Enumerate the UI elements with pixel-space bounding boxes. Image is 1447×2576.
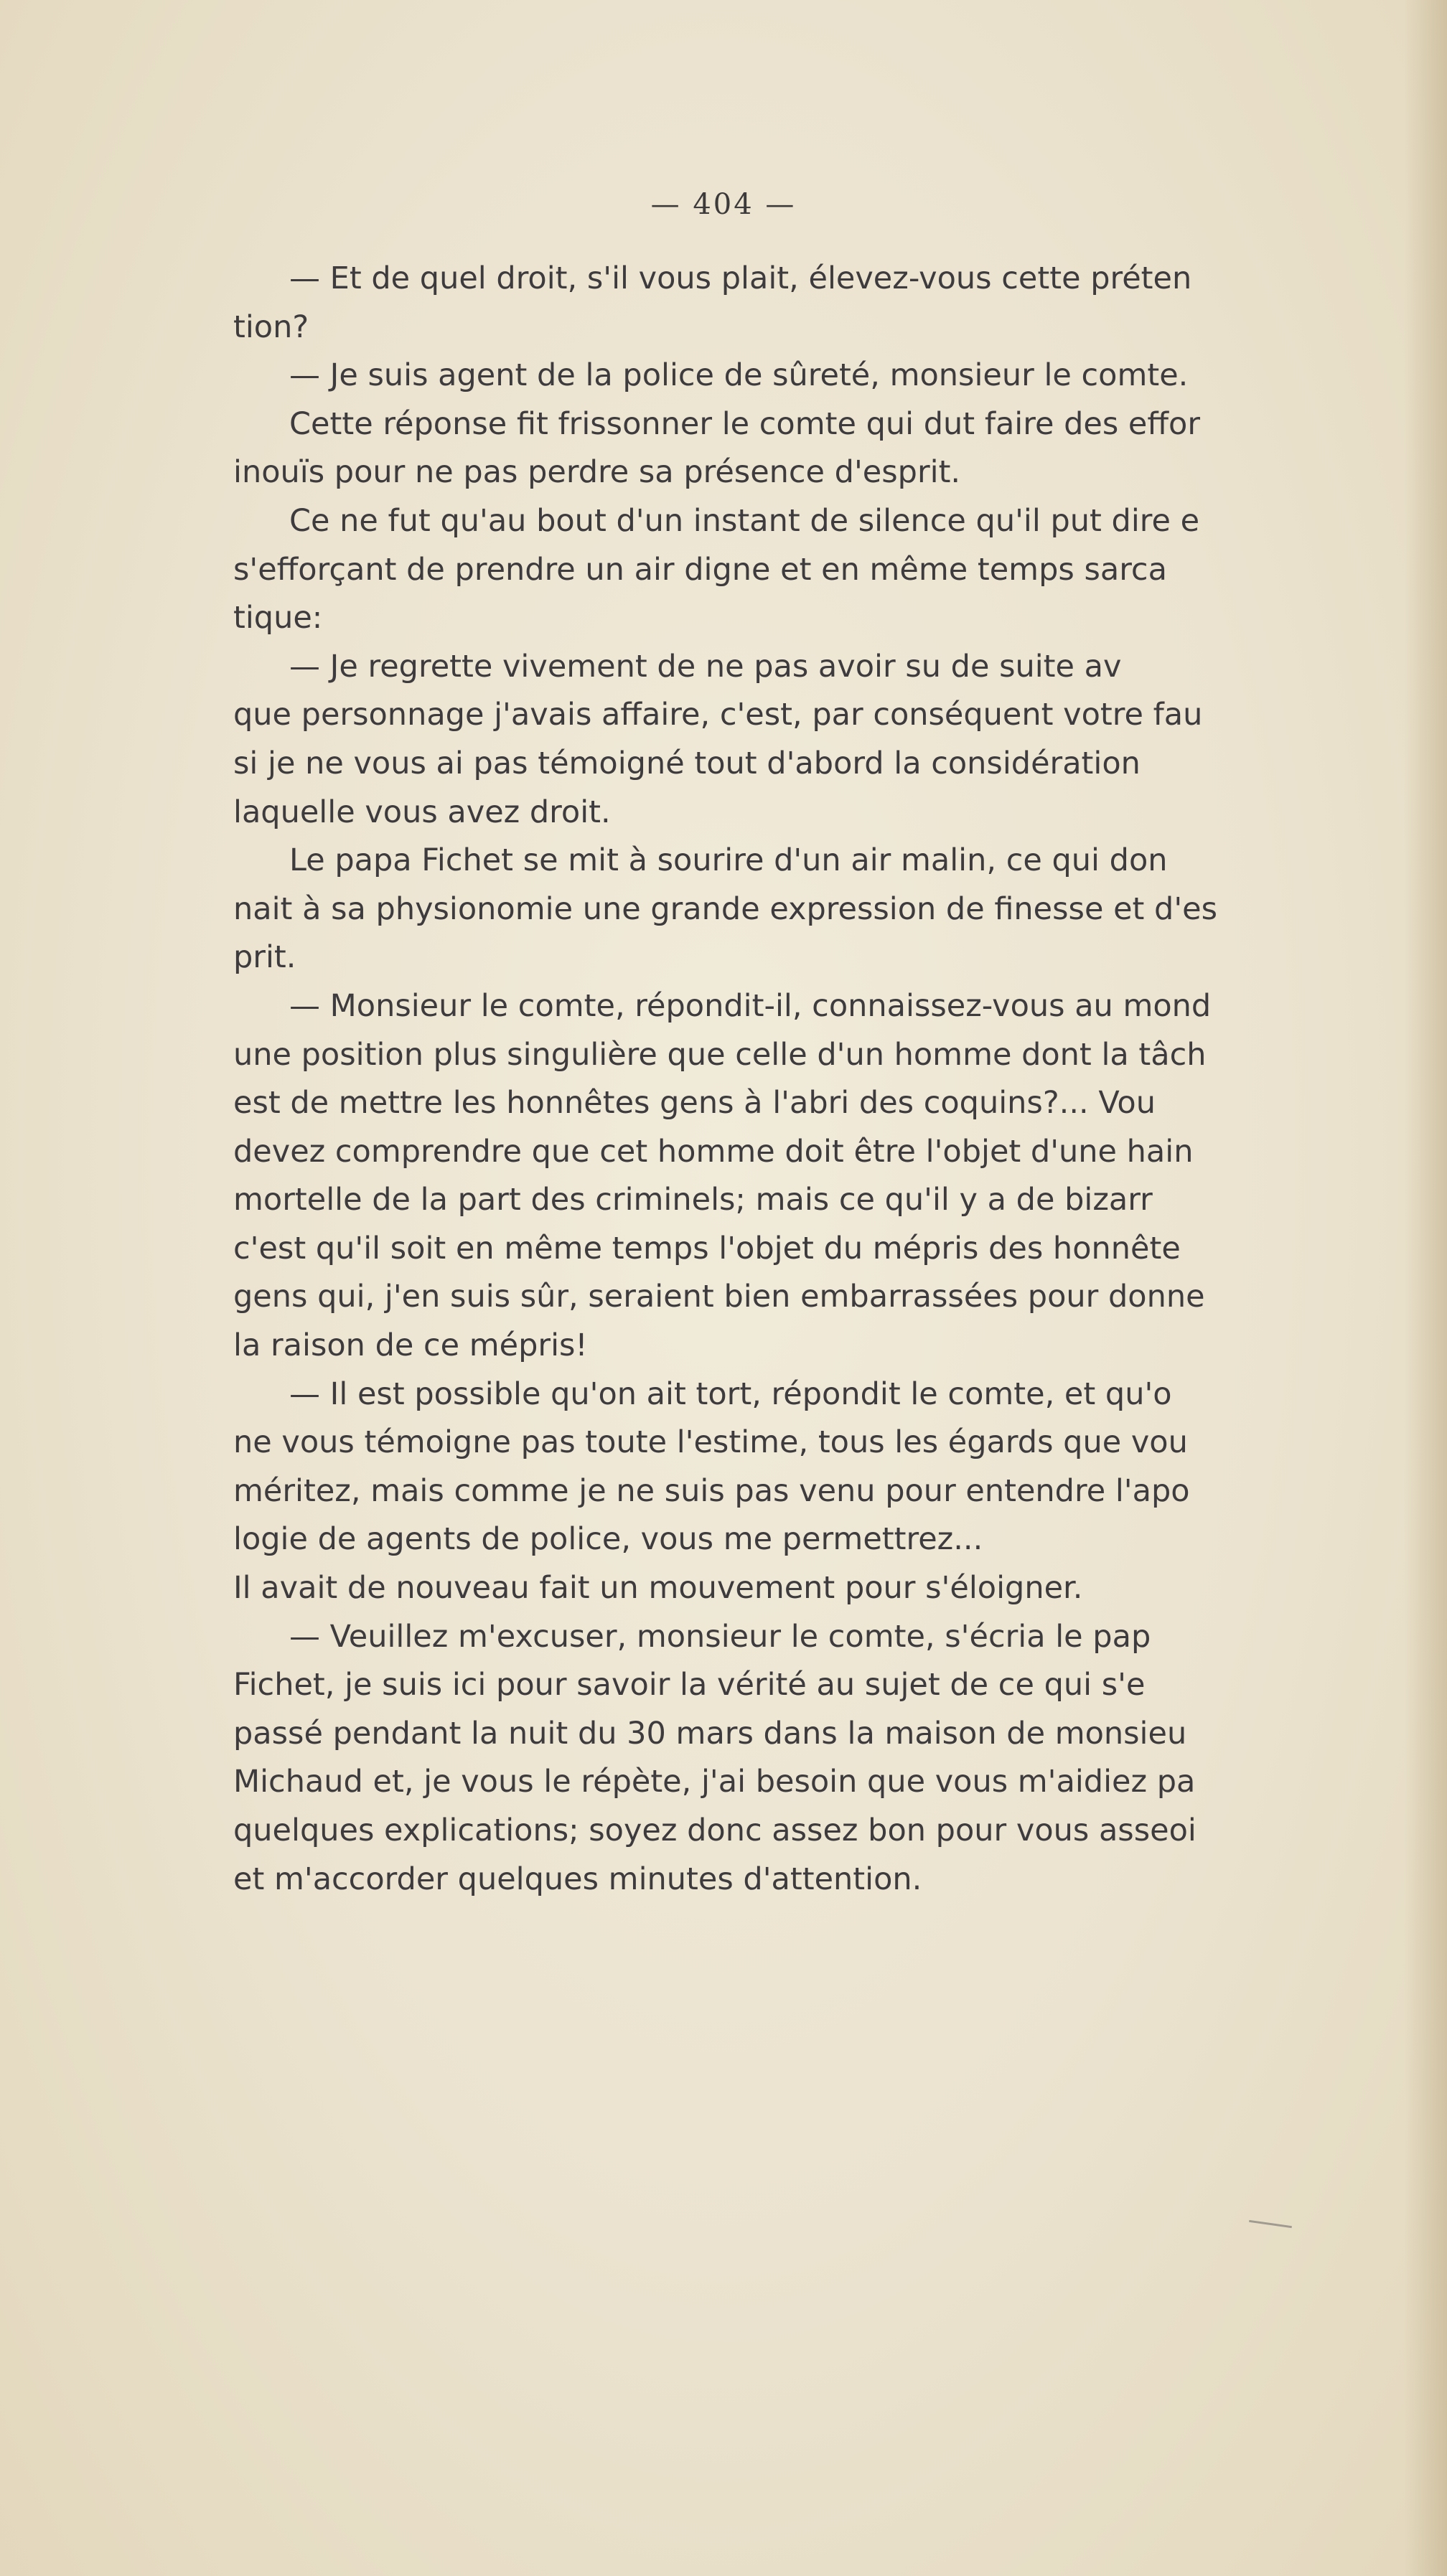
text-line: — Je regrette vivement de ne pas avoir su de suite av bbox=[289, 648, 1122, 685]
text-line: nait à sa physionomie une grande expression de finesse et d'es bbox=[233, 890, 1218, 927]
text-line: Michaud et, je vous le répète, j'ai besoin que vous m'aidiez pa bbox=[233, 1764, 1196, 1800]
text-line: logie de agents de police, vous me permettrez... bbox=[233, 1521, 983, 1558]
text-line: une position plus singulière que celle d'un homme dont la tâch bbox=[233, 1036, 1207, 1073]
text-line: quelques explications; soyez donc assez bon pour vous asseoi bbox=[233, 1813, 1197, 1848]
text-line: — Monsieur le comte, répondit-il, connaissez-vous au mond bbox=[289, 987, 1212, 1024]
text-line: est de mettre les honnêtes gens à l'abri des coquins?... Vou bbox=[233, 1085, 1156, 1122]
text-line: ne vous témoigne pas toute l'estime, tous les égards que vou bbox=[233, 1424, 1188, 1461]
text-line: inouïs pour ne pas perdre sa présence d'esprit. bbox=[233, 454, 961, 491]
text-line: tique: bbox=[233, 600, 323, 636]
ink-mark bbox=[1249, 2220, 1292, 2228]
text-line: Fichet, je suis ici pour savoir la vérité au sujet de ce qui s'e bbox=[233, 1667, 1146, 1703]
text-line: Le papa Fichet se mit à sourire d'un air malin, ce qui don bbox=[289, 842, 1168, 879]
text-line: — Je suis agent de la police de sûreté, monsieur le comte. bbox=[289, 357, 1189, 394]
text-line: Cette réponse fit frissonner le comte qui dut faire des effor bbox=[289, 405, 1201, 442]
text-line: prit. bbox=[233, 939, 296, 976]
text-line: gens qui, j'en suis sûr, seraient bien embarrassées pour donne bbox=[233, 1279, 1205, 1315]
text-line: la raison de ce mépris! bbox=[233, 1327, 588, 1364]
text-line: Il avait de nouveau fait un mouvement pour s'éloigner. bbox=[233, 1570, 1083, 1607]
text-line: c'est qu'il soit en même temps l'objet du mépris des honnête bbox=[233, 1230, 1181, 1266]
text-line: Ce ne fut qu'au bout d'un instant de silence qu'il put dire e bbox=[289, 502, 1200, 539]
text-line: — Et de quel droit, s'il vous plait, élevez-vous cette préten bbox=[289, 260, 1192, 296]
text-line: s'efforçant de prendre un air digne et en même temps sarca bbox=[233, 551, 1167, 588]
body-text bbox=[233, 255, 1439, 1904]
text-line: — Il est possible qu'on ait tort, répondit le comte, et qu'o bbox=[289, 1376, 1172, 1412]
text-line: devez comprendre que cet homme doit être l'objet d'une hain bbox=[233, 1133, 1194, 1170]
text-line: — Veuillez m'excuser, monsieur le comte, s'écria le pap bbox=[289, 1618, 1151, 1655]
text-line: si je ne vous ai pas témoigné tout d'abord la considération bbox=[233, 745, 1141, 781]
text-line: tion? bbox=[233, 309, 309, 345]
text-line: et m'accorder quelques minutes d'attention. bbox=[233, 1861, 922, 1897]
text-line: laquelle vous avez droit. bbox=[233, 794, 611, 830]
text-line: mortelle de la part des criminels; mais ce qu'il y a de bizarr bbox=[233, 1182, 1153, 1218]
page-number: — 404 — bbox=[650, 188, 797, 221]
text-line: passé pendant la nuit du 30 mars dans la maison de monsieu bbox=[233, 1715, 1187, 1752]
text-line: méritez, mais comme je ne suis pas venu pour entendre l'apo bbox=[233, 1472, 1190, 1509]
text-line: que personnage j'avais affaire, c'est, par conséquent votre fau bbox=[233, 697, 1203, 733]
